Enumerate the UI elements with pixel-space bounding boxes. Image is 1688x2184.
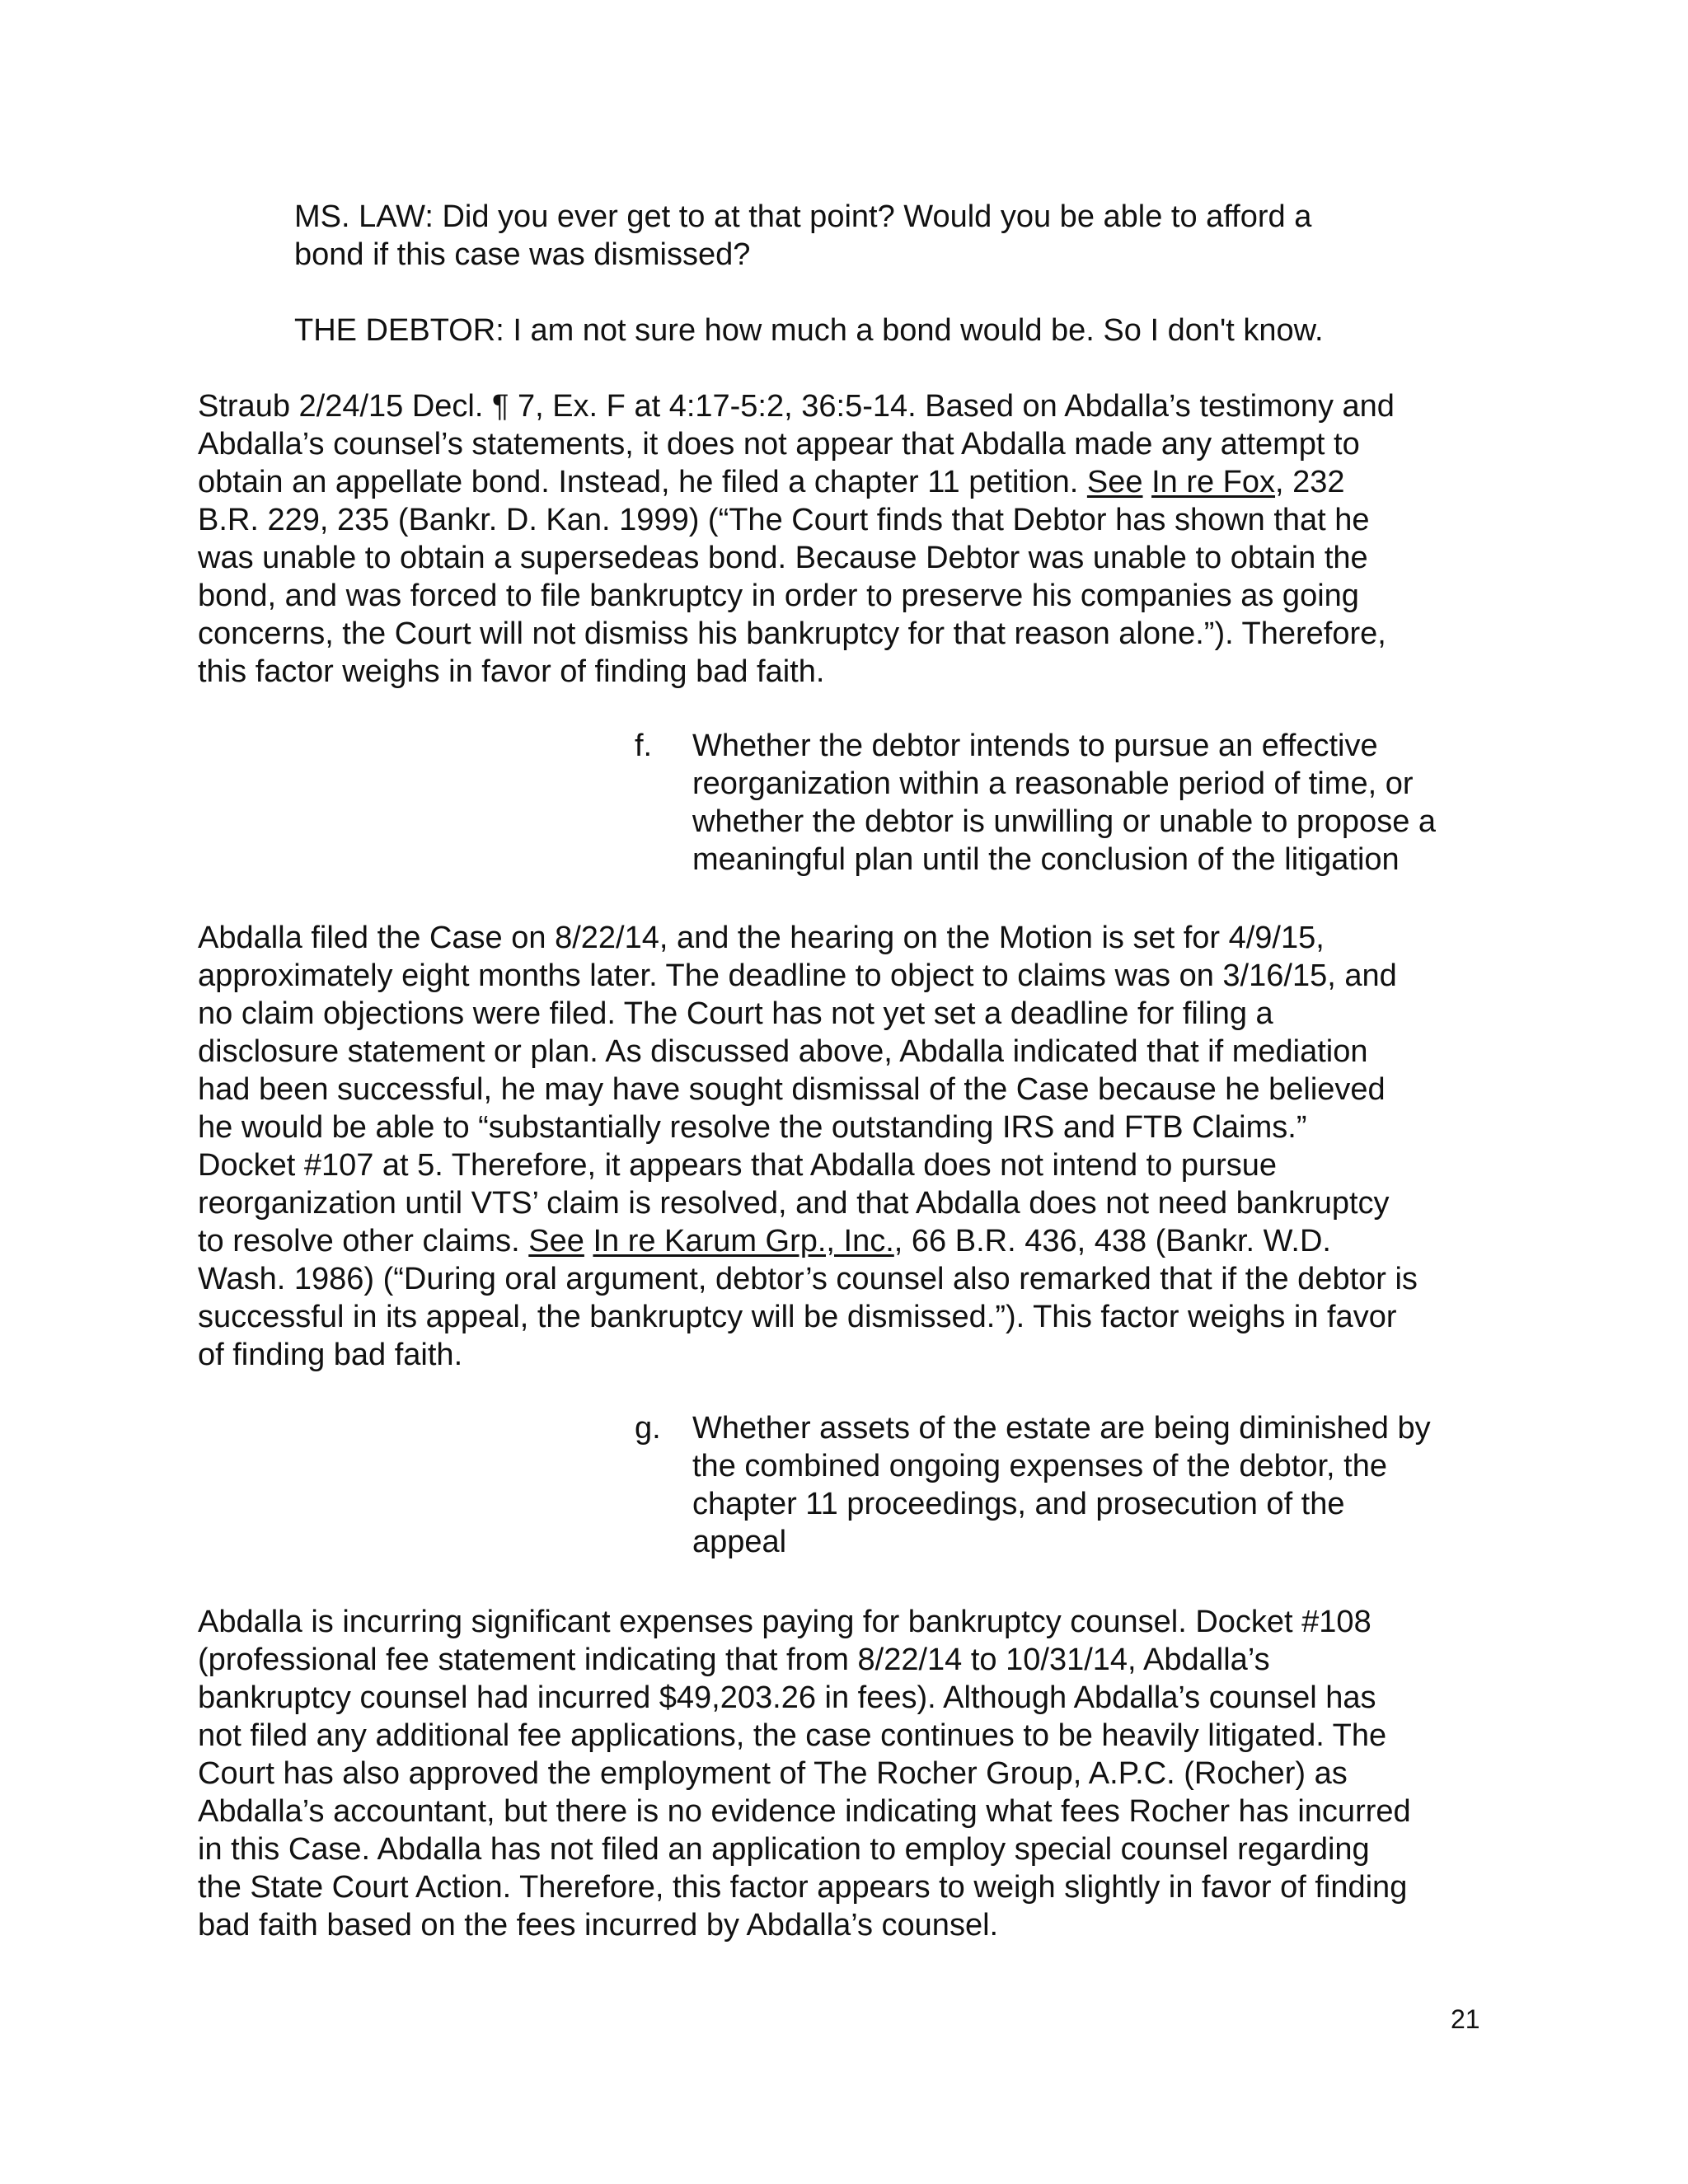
paragraph-reorganization-analysis xyxy=(198,919,1418,1374)
paragraph-line: B.R. 229, 235 (Bankr. D. Kan. 1999) (“The Court finds that Debtor has shown that he xyxy=(198,503,1370,537)
testimony-question xyxy=(294,198,1311,274)
paragraph-line: bad faith based on the fees incurred by Abdalla’s counsel. xyxy=(198,1908,999,1943)
factor-marker: g. xyxy=(635,1411,661,1446)
factor-heading-line: Whether assets of the estate are being diminished by xyxy=(692,1411,1431,1446)
paragraph-line: had been successful, he may have sought dismissal of the Case because he believed xyxy=(198,1072,1386,1107)
paragraph-line: Docket #107 at 5. Therefore, it appears that Abdalla does not intend to pursue xyxy=(198,1148,1278,1183)
paragraph-line: disclosure statement or plan. As discussed above, Abdalla indicated that if mediation xyxy=(198,1034,1368,1069)
testimony-answer xyxy=(294,312,1324,349)
factor-heading-line: appeal xyxy=(692,1525,787,1559)
paragraph-line: he would be able to “substantially resolve the outstanding IRS and FTB Claims.” xyxy=(198,1110,1307,1145)
testimony-question-line: MS. LAW: Did you ever get to at that point? Would you be able to afford a xyxy=(294,199,1312,234)
paragraph-line: bond, and was forced to file bankruptcy in order to preserve his companies as going xyxy=(198,579,1359,613)
text-run xyxy=(584,1224,593,1258)
factor-heading-line: reorganization within a reasonable period of time, or xyxy=(692,766,1414,801)
citation-signal-see: See xyxy=(1086,465,1143,499)
text-run: obtain an appellate bond. Instead, he filed a chapter 11 petition. xyxy=(198,465,1087,499)
text-run: , 232 xyxy=(1275,465,1345,499)
text-run xyxy=(1143,465,1152,499)
paragraph-line: in this Case. Abdalla has not filed an application to employ special counsel regarding xyxy=(198,1832,1370,1867)
paragraph-line: the State Court Action. Therefore, this factor appears to weigh slightly in favor of finding xyxy=(198,1870,1408,1905)
paragraph-line: Court has also approved the employment of The Rocher Group, A.P.C. (Rocher) as xyxy=(198,1756,1348,1791)
paragraph-line: of finding bad faith. xyxy=(198,1338,463,1372)
paragraph-line: Abdalla’s counsel’s statements, it does not appear that Abdalla made any attempt to xyxy=(198,427,1360,462)
paragraph-expenses-analysis xyxy=(198,1603,1411,1944)
paragraph-line: approximately eight months later. The deadline to object to claims was on 3/16/15, and xyxy=(198,958,1397,993)
paragraph-line xyxy=(198,1222,1418,1260)
factor-heading-line: Whether the debtor intends to pursue an effective xyxy=(692,729,1378,763)
text-run: to resolve other claims. xyxy=(198,1224,529,1258)
page-number: 21 xyxy=(1451,2004,1480,2034)
factor-heading-line: chapter 11 proceedings, and prosecution of the xyxy=(692,1487,1345,1521)
paragraph-line: (professional fee statement indicating that from 8/22/14 to 10/31/14, Abdalla’s xyxy=(198,1643,1270,1677)
paragraph-line: reorganization until VTS’ claim is resolved, and that Abdalla does not need bankruptcy xyxy=(198,1186,1390,1221)
paragraph-line: Wash. 1986) (“During oral argument, debtor’s counsel also remarked that if the debtor is xyxy=(198,1262,1418,1296)
paragraph-line: concerns, the Court will not dismiss his bankruptcy for that reason alone.”). Therefore, xyxy=(198,616,1386,651)
testimony-question-line: bond if this case was dismissed? xyxy=(294,237,751,272)
case-name-in-re-fox: In re Fox xyxy=(1151,465,1276,499)
paragraph-line: Straub 2/24/15 Decl. ¶ 7, Ex. F at 4:17-5:2, 36:5-14. Based on Abdalla’s testimony and xyxy=(198,389,1395,424)
factor-heading-text xyxy=(692,727,1436,879)
case-name-in-re-karum: In re Karum Grp., Inc. xyxy=(593,1224,894,1258)
paragraph-line xyxy=(198,463,1395,501)
paragraph-line: was unable to obtain a supersedeas bond. Because Debtor was unable to obtain the xyxy=(198,541,1368,575)
paragraph-line: not filed any additional fee applications, the case continues to be heavily litigated. The xyxy=(198,1718,1387,1753)
paragraph-line: Abdalla is incurring significant expenses paying for bankruptcy counsel. Docket #108 xyxy=(198,1605,1372,1639)
factor-heading-line: whether the debtor is unwilling or unable to propose a xyxy=(692,804,1437,839)
paragraph-line: bankruptcy counsel had incurred $49,203.26 in fees). Although Abdalla’s counsel has xyxy=(198,1680,1376,1715)
paragraph-line: successful in its appeal, the bankruptcy will be dismissed.”). This factor weighs in favor xyxy=(198,1300,1397,1334)
citation-signal-see: See xyxy=(528,1224,584,1258)
testimony-answer-line: THE DEBTOR: I am not sure how much a bond would be. So I don't know. xyxy=(294,313,1324,348)
paragraph-line: Abdalla filed the Case on 8/22/14, and the hearing on the Motion is set for 4/9/15, xyxy=(198,921,1325,955)
paragraph-line: no claim objections were filed. The Court has not yet set a deadline for filing a xyxy=(198,996,1273,1031)
text-run: , 66 B.R. 436, 438 (Bankr. W.D. xyxy=(893,1224,1331,1258)
paragraph-line: Abdalla’s accountant, but there is no evidence indicating what fees Rocher has incurred xyxy=(198,1794,1411,1829)
paragraph-line: this factor weighs in favor of finding bad faith. xyxy=(198,654,825,689)
factor-heading-text xyxy=(692,1409,1431,1561)
factor-heading-line: meaningful plan until the conclusion of the litigation xyxy=(692,842,1400,877)
paragraph-bond-analysis xyxy=(198,387,1395,691)
factor-marker: f. xyxy=(635,729,653,763)
factor-heading-line: the combined ongoing expenses of the debtor, the xyxy=(692,1449,1387,1483)
